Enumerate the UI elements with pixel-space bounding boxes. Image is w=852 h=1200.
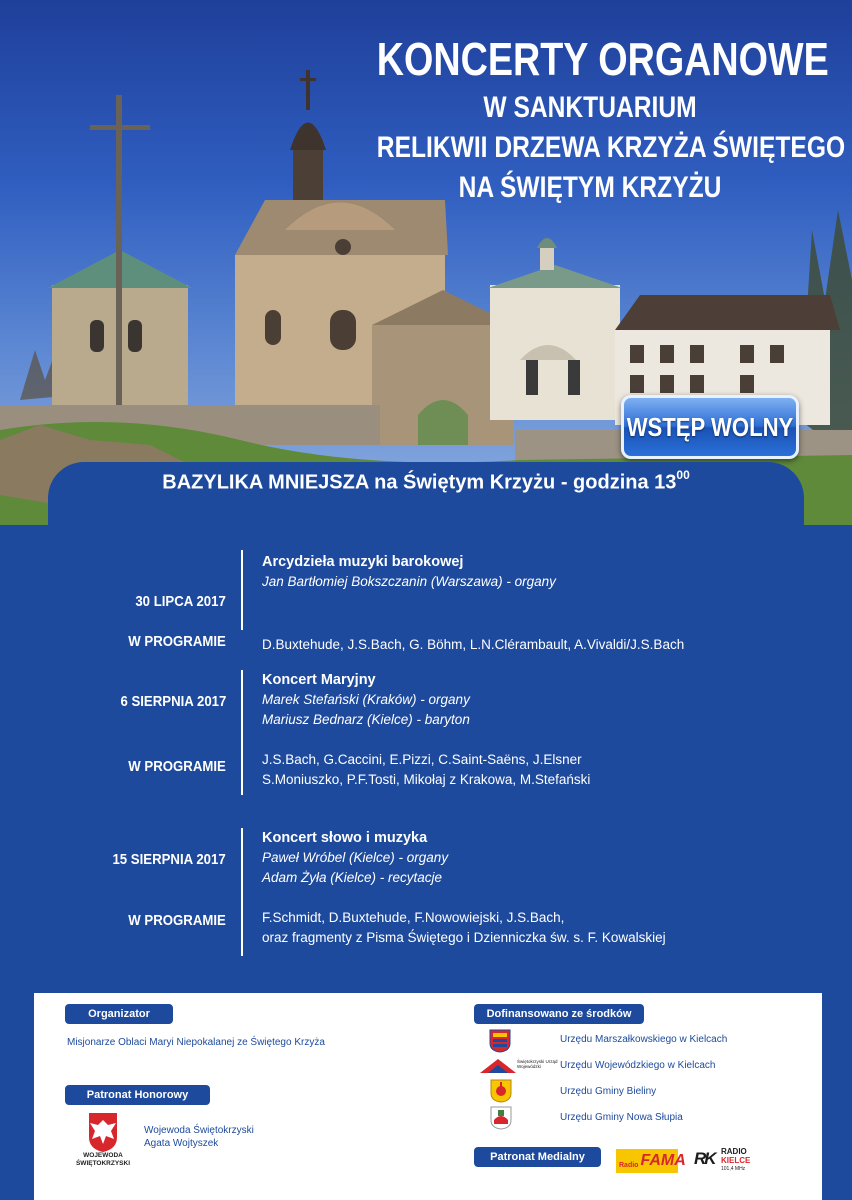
eagle-emblem-icon	[72, 1111, 134, 1153]
concert-divider	[241, 828, 243, 956]
venue-time-minutes: 00	[676, 468, 690, 482]
concert-program: J.S.Bach, G.Caccini, E.Pizzi, C.Saint-Saëns, J.Elsner	[262, 752, 582, 767]
title-line-2: W SANKTUARIUM	[483, 91, 697, 124]
concert-performer: Paweł Wróbel (Kielce) - organy	[262, 850, 449, 865]
radio-kielce-line1: RADIO	[721, 1147, 747, 1156]
program-label: W PROGRAMIE	[128, 633, 226, 650]
concert-date: 30 LIPCA 2017	[135, 593, 226, 610]
voivodeship-crest-icon	[489, 1029, 511, 1053]
concert-performer: Mariusz Bednarz (Kielce) - baryton	[262, 712, 470, 727]
radio-kielce-mark: RK	[694, 1149, 715, 1168]
organizer-label: Organizator	[65, 1004, 173, 1024]
urzad-logo-caption: Świętokrzyski Urząd Wojewódzki	[517, 1059, 558, 1069]
radio-fama-logo	[616, 1149, 686, 1173]
bieliny-crest-icon	[490, 1079, 512, 1103]
roof-logo-icon	[480, 1055, 516, 1077]
title-line-1: KONCERTY ORGANOWE	[376, 33, 829, 85]
nowa-slupia-crest-icon	[490, 1106, 512, 1130]
concert-performer: Jan Bartłomiej Bokszczanin (Warszawa) - organy	[262, 574, 556, 589]
radio-fama-name: FAMA	[640, 1152, 686, 1169]
funder-3: Urzędu Gminy Bieliny	[560, 1086, 657, 1097]
radio-fama-prefix: Radio	[619, 1161, 639, 1169]
patron-title: Wojewoda Świętokrzyski	[144, 1125, 254, 1136]
radio-kielce-logo	[694, 1147, 754, 1175]
radio-kielce-freq: 101,4 MHz	[721, 1166, 746, 1172]
voivode-logo-caption: WOJEWODA ŚWIĘTOKRZYSKI	[75, 1152, 131, 1167]
concert-program: F.Schmidt, D.Buxtehude, F.Nowowiejski, J.S.Bach,	[262, 910, 565, 925]
church-photo	[0, 0, 852, 525]
funding-label: Dofinansowano ze środków	[474, 1004, 644, 1024]
venue-line	[48, 470, 804, 495]
concert-date: 15 SIERPNIA 2017	[112, 851, 226, 868]
program-label: W PROGRAMIE	[128, 758, 226, 775]
program-label: W PROGRAMIE	[128, 912, 226, 929]
voivode-eagle-logo	[72, 1111, 134, 1169]
radio-kielce-line2: KIELCE	[721, 1156, 751, 1165]
media-label: Patronat Medialny	[474, 1147, 601, 1167]
footer	[34, 993, 822, 1200]
free-entry-label: WSTĘP WOLNY	[626, 411, 794, 442]
concert-title: Arcydzieła muzyki barokowej	[262, 554, 464, 570]
concert-performer: Adam Żyła (Kielce) - recytacje	[262, 870, 443, 885]
funder-4: Urzędu Gminy Nowa Słupia	[560, 1112, 683, 1123]
program-section	[0, 525, 852, 995]
patronage-label: Patronat Honorowy	[65, 1085, 210, 1105]
concert-program: oraz fragmenty z Pisma Świętego i Dzienniczka św. s. F. Kowalskiej	[262, 930, 666, 945]
free-entry-badge	[621, 395, 799, 459]
title-line-3: RELIKWII DRZEWA KRZYŻA ŚWIĘTEGO	[376, 131, 846, 164]
urzad-wojewodzki-logo	[480, 1055, 560, 1077]
concert-title: Koncert Maryjny	[262, 672, 376, 688]
concert-program: S.Moniuszko, P.F.Tosti, Mikołaj z Krakowa, M.Stefański	[262, 772, 591, 787]
concert-divider	[241, 550, 243, 630]
organizer-name: Misjonarze Oblaci Maryi Niepokalanej ze Świętego Krzyża	[67, 1037, 325, 1048]
venue-text: BAZYLIKA MNIEJSZA na Świętym Krzyżu - godzina 13	[162, 471, 677, 494]
funder-2: Urzędu Wojewódzkiego w Kielcach	[560, 1060, 716, 1071]
patron-name: Agata Wojtyszek	[144, 1138, 219, 1149]
title-block	[330, 30, 850, 208]
concert-title: Koncert słowo i muzyka	[262, 830, 428, 846]
concert-program: D.Buxtehude, J.S.Bach, G. Böhm, L.N.Clérambault, A.Vivaldi/J.S.Bach	[262, 637, 685, 652]
concert-performer: Marek Stefański (Kraków) - organy	[262, 692, 470, 707]
title-line-4: NA ŚWIĘTYM KRZYŻU	[458, 171, 722, 204]
funder-1: Urzędu Marszałkowskiego w Kielcach	[560, 1034, 728, 1045]
concert-divider	[241, 670, 243, 795]
concert-date: 6 SIERPNIA 2017	[120, 693, 226, 710]
